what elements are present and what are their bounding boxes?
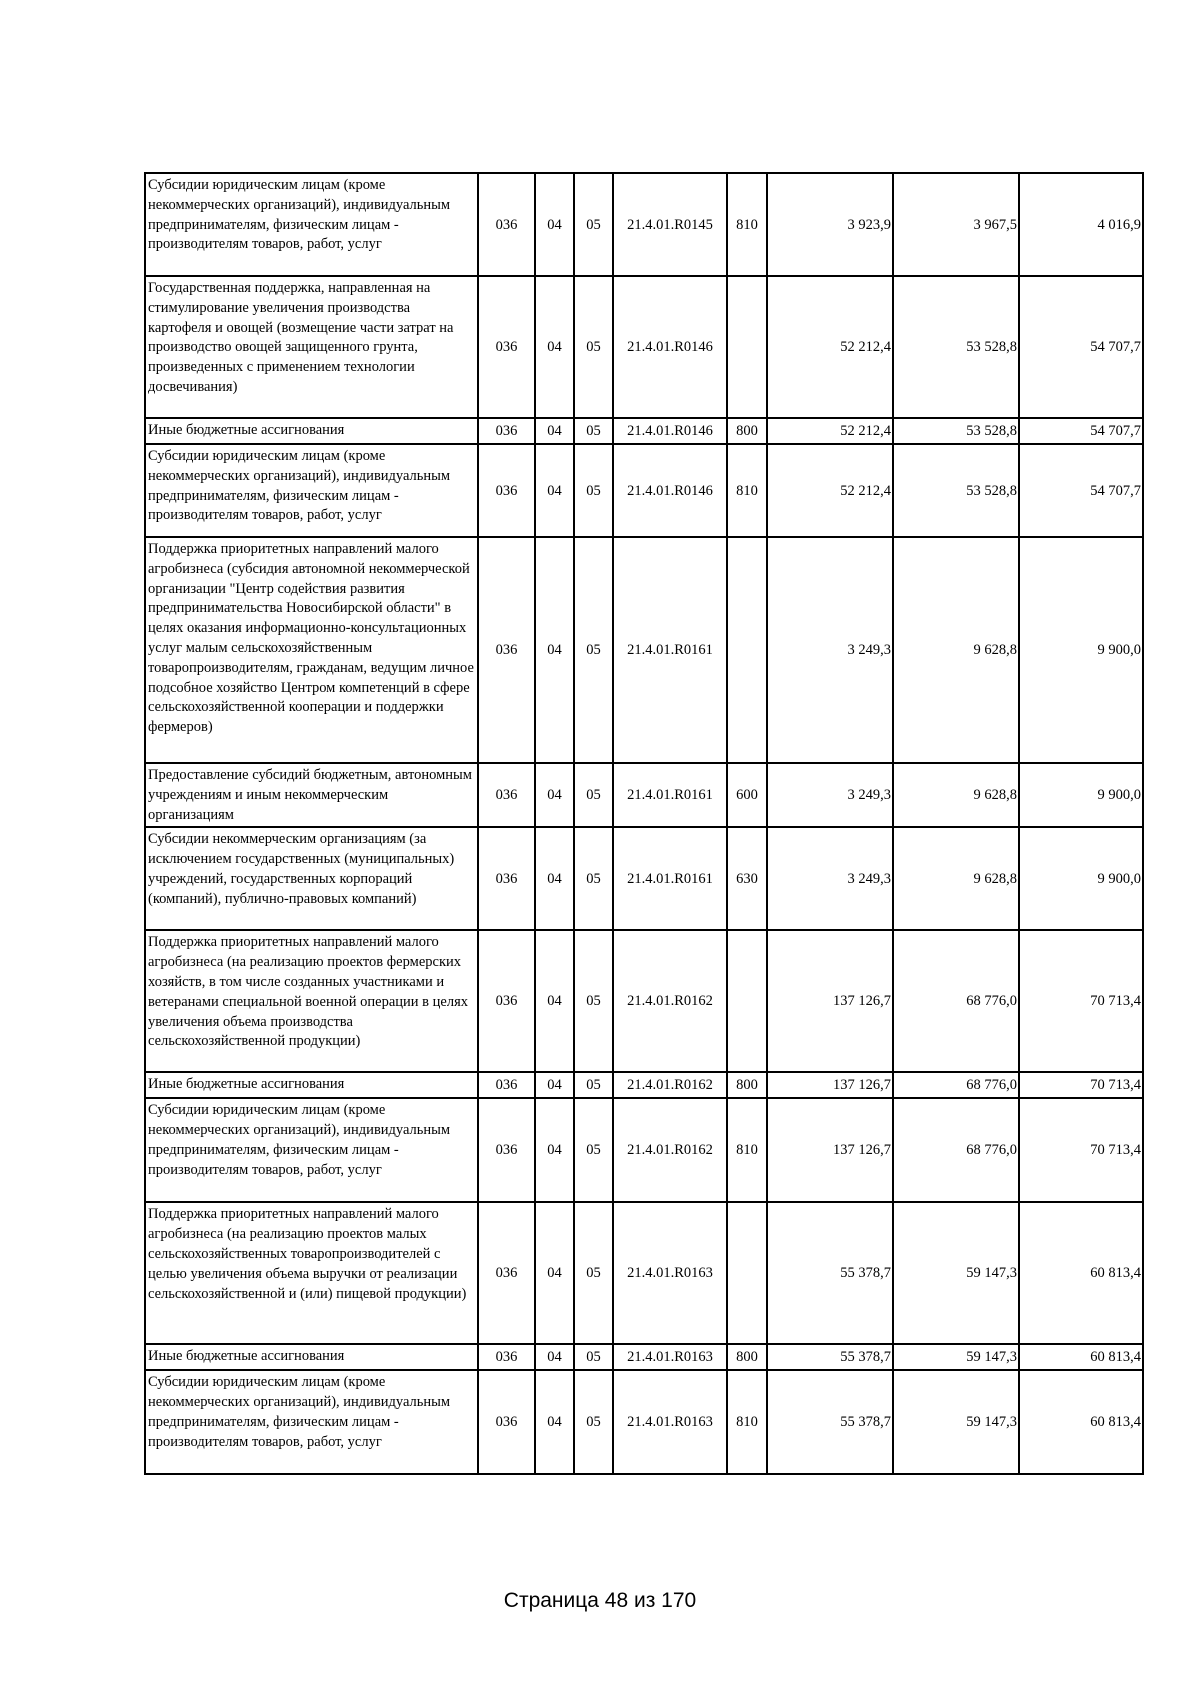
row-rz: 04 xyxy=(535,763,574,827)
row-pr: 05 xyxy=(574,444,613,537)
row-pr: 05 xyxy=(574,1370,613,1474)
row-vr: 800 xyxy=(727,418,767,444)
row-year1: 55 378,7 xyxy=(767,1344,893,1370)
row-year2: 9 628,8 xyxy=(893,537,1019,763)
row-gr: 036 xyxy=(478,1370,535,1474)
row-year1: 3 923,9 xyxy=(767,173,893,276)
row-year1: 52 212,4 xyxy=(767,418,893,444)
table-row xyxy=(145,1370,1143,1474)
row-year3: 70 713,4 xyxy=(1019,1072,1143,1098)
row-vr xyxy=(727,1202,767,1344)
row-year3: 9 900,0 xyxy=(1019,827,1143,930)
row-csr: 21.4.01.R0146 xyxy=(613,444,727,537)
row-gr: 036 xyxy=(478,827,535,930)
row-year2: 59 147,3 xyxy=(893,1202,1019,1344)
row-name: Субсидии юридическим лицам (кроме некоммерческих организаций), индивидуальным предпринимателям, физическим лицам - производителям товаров, работ, услуг xyxy=(145,1370,478,1474)
row-gr: 036 xyxy=(478,930,535,1072)
row-year1: 55 378,7 xyxy=(767,1202,893,1344)
row-year2: 68 776,0 xyxy=(893,930,1019,1072)
row-vr: 810 xyxy=(727,444,767,537)
row-pr: 05 xyxy=(574,1202,613,1344)
row-year1: 3 249,3 xyxy=(767,537,893,763)
row-year2: 53 528,8 xyxy=(893,418,1019,444)
row-year3: 4 016,9 xyxy=(1019,173,1143,276)
row-csr: 21.4.01.R0163 xyxy=(613,1344,727,1370)
table-row xyxy=(145,930,1143,1072)
row-csr: 21.4.01.R0161 xyxy=(613,827,727,930)
row-vr: 810 xyxy=(727,1098,767,1202)
row-csr: 21.4.01.R0163 xyxy=(613,1202,727,1344)
row-gr: 036 xyxy=(478,1098,535,1202)
row-year3: 9 900,0 xyxy=(1019,537,1143,763)
row-year3: 54 707,7 xyxy=(1019,418,1143,444)
row-year2: 68 776,0 xyxy=(893,1072,1019,1098)
row-csr: 21.4.01.R0162 xyxy=(613,930,727,1072)
row-name: Поддержка приоритетных направлений малого агробизнеса (на реализацию проектов фермерских хозяйств, в том числе созданных участниками и ветеранами специальной военной операции в целях увеличения объема производства сельскохозяйственной продукции) xyxy=(145,930,478,1072)
table-body xyxy=(145,173,1143,1474)
row-gr: 036 xyxy=(478,1202,535,1344)
row-rz: 04 xyxy=(535,173,574,276)
row-pr: 05 xyxy=(574,418,613,444)
row-csr: 21.4.01.R0161 xyxy=(613,537,727,763)
row-vr xyxy=(727,930,767,1072)
row-pr: 05 xyxy=(574,1344,613,1370)
row-year1: 52 212,4 xyxy=(767,444,893,537)
row-rz: 04 xyxy=(535,1202,574,1344)
row-pr: 05 xyxy=(574,276,613,418)
row-csr: 21.4.01.R0146 xyxy=(613,276,727,418)
row-vr xyxy=(727,276,767,418)
row-name: Субсидии юридическим лицам (кроме некоммерческих организаций), индивидуальным предпринимателям, физическим лицам - производителям товаров, работ, услуг xyxy=(145,1098,478,1202)
row-year2: 53 528,8 xyxy=(893,444,1019,537)
row-name: Поддержка приоритетных направлений малого агробизнеса (на реализацию проектов малых сельскохозяйственных товаропроизводителей с целью увеличения объема выручки от реализации сельскохозяйственной и (или) пищевой продукции) xyxy=(145,1202,478,1344)
row-name: Иные бюджетные ассигнования xyxy=(145,418,478,444)
row-year1: 137 126,7 xyxy=(767,1072,893,1098)
row-vr: 800 xyxy=(727,1344,767,1370)
table-row xyxy=(145,1072,1143,1098)
row-year3: 70 713,4 xyxy=(1019,1098,1143,1202)
row-gr: 036 xyxy=(478,1072,535,1098)
row-year2: 3 967,5 xyxy=(893,173,1019,276)
row-pr: 05 xyxy=(574,537,613,763)
row-name: Субсидии некоммерческим организациям (за исключением государственных (муниципальных) учреждений, государственных корпораций (компаний), публично-правовых компаний) xyxy=(145,827,478,930)
row-year3: 60 813,4 xyxy=(1019,1344,1143,1370)
row-year1: 137 126,7 xyxy=(767,1098,893,1202)
row-year1: 52 212,4 xyxy=(767,276,893,418)
row-year2: 59 147,3 xyxy=(893,1344,1019,1370)
row-csr: 21.4.01.R0161 xyxy=(613,763,727,827)
table-row xyxy=(145,418,1143,444)
row-vr: 810 xyxy=(727,173,767,276)
row-csr: 21.4.01.R0146 xyxy=(613,418,727,444)
row-rz: 04 xyxy=(535,276,574,418)
row-year2: 9 628,8 xyxy=(893,763,1019,827)
row-year2: 9 628,8 xyxy=(893,827,1019,930)
row-name: Государственная поддержка, направленная на стимулирование увеличения производства картофеля и овощей (возмещение части затрат на производство овощей защищенного грунта, произведенных с применением технологии досвечивания) xyxy=(145,276,478,418)
row-year2: 53 528,8 xyxy=(893,276,1019,418)
row-gr: 036 xyxy=(478,763,535,827)
row-year3: 60 813,4 xyxy=(1019,1370,1143,1474)
row-year2: 59 147,3 xyxy=(893,1370,1019,1474)
row-pr: 05 xyxy=(574,930,613,1072)
row-vr: 600 xyxy=(727,763,767,827)
table-row xyxy=(145,537,1143,763)
row-pr: 05 xyxy=(574,1072,613,1098)
row-gr: 036 xyxy=(478,444,535,537)
row-rz: 04 xyxy=(535,1370,574,1474)
row-csr: 21.4.01.R0145 xyxy=(613,173,727,276)
row-year3: 54 707,7 xyxy=(1019,276,1143,418)
budget-table xyxy=(144,172,1144,1475)
row-vr xyxy=(727,537,767,763)
row-rz: 04 xyxy=(535,444,574,537)
row-year3: 54 707,7 xyxy=(1019,444,1143,537)
row-csr: 21.4.01.R0162 xyxy=(613,1072,727,1098)
row-csr: 21.4.01.R0162 xyxy=(613,1098,727,1202)
row-gr: 036 xyxy=(478,173,535,276)
row-gr: 036 xyxy=(478,537,535,763)
row-name: Иные бюджетные ассигнования xyxy=(145,1344,478,1370)
row-gr: 036 xyxy=(478,418,535,444)
row-pr: 05 xyxy=(574,827,613,930)
row-year2: 68 776,0 xyxy=(893,1098,1019,1202)
row-vr: 630 xyxy=(727,827,767,930)
row-csr: 21.4.01.R0163 xyxy=(613,1370,727,1474)
row-vr: 810 xyxy=(727,1370,767,1474)
row-pr: 05 xyxy=(574,173,613,276)
row-year1: 3 249,3 xyxy=(767,827,893,930)
row-rz: 04 xyxy=(535,537,574,763)
row-year1: 3 249,3 xyxy=(767,763,893,827)
row-name: Предоставление субсидий бюджетным, автономным учреждениям и иным некоммерческим организациям xyxy=(145,763,478,827)
row-rz: 04 xyxy=(535,1072,574,1098)
row-rz: 04 xyxy=(535,1098,574,1202)
row-name: Иные бюджетные ассигнования xyxy=(145,1072,478,1098)
table-row xyxy=(145,763,1143,827)
table-row xyxy=(145,276,1143,418)
table-row xyxy=(145,1202,1143,1344)
row-rz: 04 xyxy=(535,1344,574,1370)
row-name: Субсидии юридическим лицам (кроме некоммерческих организаций), индивидуальным предпринимателям, физическим лицам - производителям товаров, работ, услуг xyxy=(145,173,478,276)
table-row xyxy=(145,827,1143,930)
row-rz: 04 xyxy=(535,930,574,1072)
row-name: Субсидии юридическим лицам (кроме некоммерческих организаций), индивидуальным предпринимателям, физическим лицам - производителям товаров, работ, услуг xyxy=(145,444,478,537)
row-name: Поддержка приоритетных направлений малого агробизнеса (субсидия автономной некоммерческой организации "Центр содействия развития предпринимательства Новосибирской области" в целях оказания информационно-консультационных услуг малым сельскохозяйственным товаропроизводителям, гражданам, ведущим личное подсобное хозяйство Центром компетенций в сфере сельскохозяйственной кооперации и поддержки фермеров) xyxy=(145,537,478,763)
row-gr: 036 xyxy=(478,276,535,418)
row-year3: 9 900,0 xyxy=(1019,763,1143,827)
table-row xyxy=(145,173,1143,276)
row-year1: 55 378,7 xyxy=(767,1370,893,1474)
table-row xyxy=(145,1098,1143,1202)
row-year3: 70 713,4 xyxy=(1019,930,1143,1072)
row-pr: 05 xyxy=(574,763,613,827)
row-vr: 800 xyxy=(727,1072,767,1098)
row-rz: 04 xyxy=(535,418,574,444)
row-year1: 137 126,7 xyxy=(767,930,893,1072)
row-year3: 60 813,4 xyxy=(1019,1202,1143,1344)
table-row xyxy=(145,444,1143,537)
row-pr: 05 xyxy=(574,1098,613,1202)
page-number: Страница 48 из 170 xyxy=(503,1589,697,1612)
row-rz: 04 xyxy=(535,827,574,930)
row-gr: 036 xyxy=(478,1344,535,1370)
table-row xyxy=(145,1344,1143,1370)
